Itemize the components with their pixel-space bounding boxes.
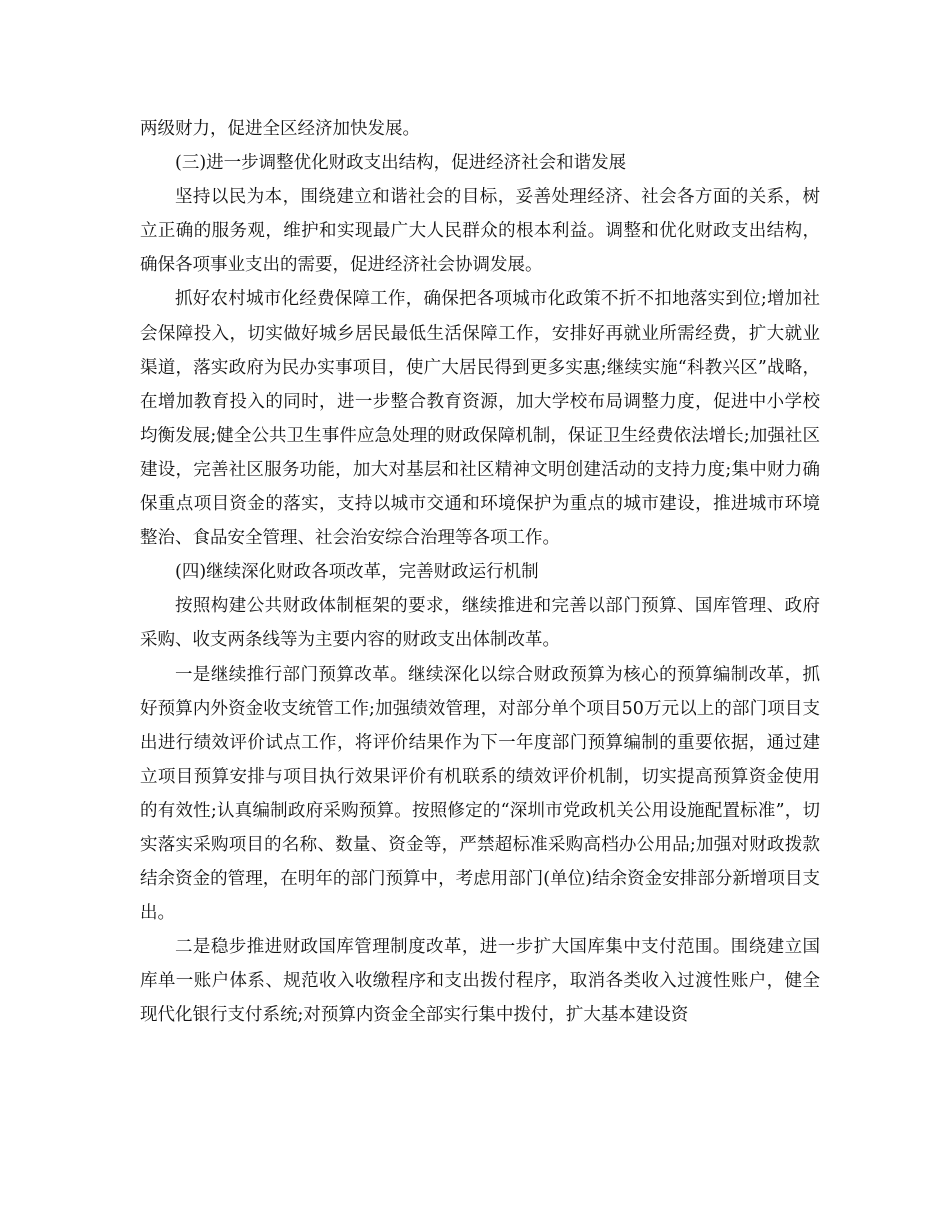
- paragraph-treasury-reform: 二是稳步推进财政国库管理制度改革，进一步扩大国库集中支付范围。围绕建立国库单一账户体系、规范收入收缴程序和支出拨付程序，取消各类收入过渡性账户，健全现代化银行支付系统;对预算内资金全部实行集中拨付，扩大基本建设资: [140, 937, 820, 1026]
- paragraph-public-finance-framework: 按照构建公共财政体制框架的要求，继续推进和完善以部门预算、国库管理、政府采购、收支两条线等为主要内容的财政支出体制改革。: [140, 596, 820, 651]
- paragraph-continuation: 两级财力，促进全区经济加快发展。: [140, 119, 420, 139]
- paragraph-departmental-budget-reform: 一是继续推行部门预算改革。继续深化以综合财政预算为核心的预算编制改革，抓好预算内外资金收支统管工作;加强绩效管理，对部分单个项目50万元以上的部门项目支出进行绩效评价试点工作，将评价结果作为下一年度部门预算编制的重要依据，通过建立项目预算安排与项目执行效果评价有机联系的绩效评价机制，切实提高预算资金使用的有效性;认真编制政府采购预算。按照修定的“深圳市党政机关公用设施配置标准”，切实落实采购项目的名称、数量、资金等，严禁超标准采购高档办公用品;加强对财政拨款结余资金的管理，在明年的部门预算中，考虑用部门(单位)结余资金安排部分新增项目支出。: [140, 664, 820, 924]
- paragraph-urbanization-funding: 抓好农村城市化经费保障工作，确保把各项城市化政策不折不扣地落实到位;增加社会保障投入，切实做好城乡居民最低生活保障工作，安排好再就业所需经费，扩大就业渠道，落实政府为民办实事项目，使广大居民得到更多实惠;继续实施“科教兴区”战略，在增加教育投入的同时，进一步整合教育资源，加大学校布局调整力度，促进中小学校均衡发展;健全公共卫生事件应急处理的财政保障机制，保证卫生经费依法增长;加强社区建设，完善社区服务功能，加大对基层和社区精神文明创建活动的支持力度;集中财力确保重点项目资金的落实，支持以城市交通和环境保护为重点的城市建设，推进城市环境整治、食品安全管理、社会治安综合治理等各项工作。: [140, 289, 820, 549]
- section-heading-3: (三)进一步调整优化财政支出结构，促进经济社会和谐发展: [175, 153, 627, 174]
- section-heading-4: (四)继续深化财政各项改革，完善财政运行机制: [175, 562, 539, 583]
- paragraph-people-oriented: 坚持以民为本，围绕建立和谐社会的目标，妥善处理经济、社会各方面的关系，树立正确的服务观，维护和实现最广大人民群众的根本利益。调整和优化财政支出结构，确保各项事业支出的需要，促进经济社会协调发展。: [140, 187, 820, 276]
- document-body: [140, 112, 820, 1033]
